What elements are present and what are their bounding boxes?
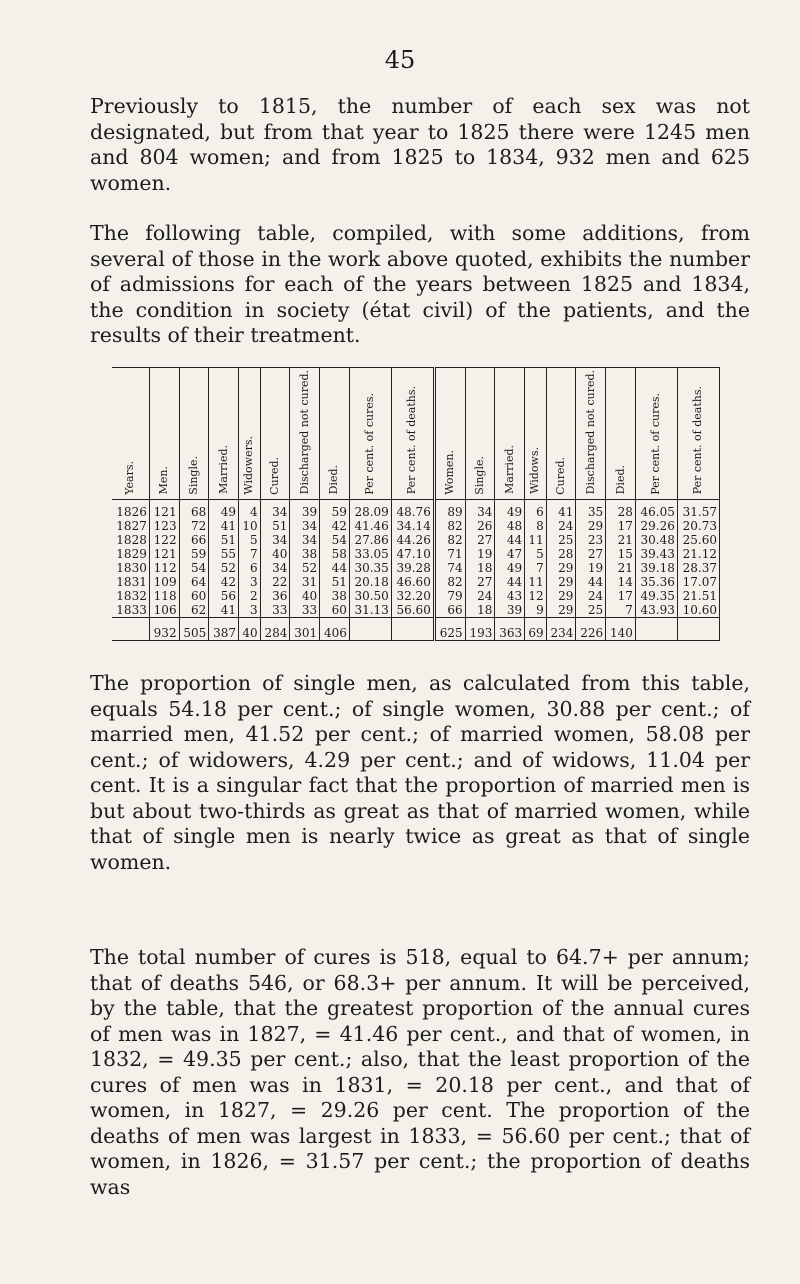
table-cell: 28	[606, 500, 636, 520]
column-header-label: Single.	[472, 455, 486, 495]
table-cell: 39.18	[635, 561, 677, 575]
column-header	[290, 368, 320, 500]
table-cell: 17	[606, 589, 636, 603]
column-header-label: Per cent. of deaths.	[691, 386, 705, 495]
table-cell: 121	[149, 500, 179, 520]
table-cell: 24	[576, 589, 606, 603]
table-cell: 7	[525, 561, 547, 575]
table-cell: 29.26	[635, 519, 677, 533]
table-cell: 33	[260, 603, 290, 618]
table-cell: 44	[576, 575, 606, 589]
total-cell: 69	[525, 618, 547, 641]
table-cell: 46.05	[635, 500, 677, 520]
table-cell: 46.60	[391, 575, 434, 589]
table-cell: 34.14	[391, 519, 434, 533]
table-cell: 30.50	[349, 589, 391, 603]
column-header	[260, 368, 290, 500]
column-header-label: Married.	[502, 445, 516, 495]
table-cell: 24	[546, 519, 576, 533]
table-cell: 49	[495, 500, 525, 520]
column-header-label: Died.	[327, 464, 341, 495]
table-cell: 20.18	[349, 575, 391, 589]
table-cell: 82	[434, 575, 465, 589]
total-cell	[391, 618, 434, 641]
table-cell: 35	[576, 500, 606, 520]
table-cell: 5	[525, 547, 547, 561]
table-cell: 51	[260, 519, 290, 533]
table-row	[112, 575, 720, 589]
total-cell: 40	[239, 618, 261, 641]
column-header-label: Women.	[443, 449, 457, 495]
table-cell: 122	[149, 533, 179, 547]
table-cell: 21	[606, 561, 636, 575]
total-cell	[677, 618, 719, 641]
table-cell: 106	[149, 603, 179, 618]
total-cell: 625	[434, 618, 465, 641]
table-body	[112, 500, 720, 641]
column-header	[391, 368, 434, 500]
table-cell: 79	[434, 589, 465, 603]
table-cell: 112	[149, 561, 179, 575]
table-cell: 54	[320, 533, 350, 547]
table-cell: 5	[239, 533, 261, 547]
table-cell: 22	[260, 575, 290, 589]
column-header-label: Discharged not cured.	[297, 370, 311, 495]
total-cell: 140	[606, 618, 636, 641]
table-cell: 51	[209, 533, 239, 547]
page-number: 45	[384, 46, 416, 74]
table-cell: 59	[320, 500, 350, 520]
column-header-label: Years.	[123, 460, 137, 495]
table-cell: 28.09	[349, 500, 391, 520]
table-cell: 51	[320, 575, 350, 589]
column-header-label: Widows.	[528, 447, 542, 495]
total-cell: 234	[546, 618, 576, 641]
column-header	[576, 368, 606, 500]
table-cell: 1833	[112, 603, 149, 618]
column-header-label: Discharged not cured.	[583, 370, 597, 495]
table-row	[112, 519, 720, 533]
table-cell: 34	[260, 533, 290, 547]
table-cell: 49.35	[635, 589, 677, 603]
table-cell: 60	[320, 603, 350, 618]
table-cell: 42	[209, 575, 239, 589]
table-cell: 56	[209, 589, 239, 603]
table-cell: 15	[606, 547, 636, 561]
table-row	[112, 547, 720, 561]
total-cell: 301	[290, 618, 320, 641]
table-cell: 44	[320, 561, 350, 575]
table-cell: 54	[179, 561, 209, 575]
table-cell: 27	[465, 533, 495, 547]
table-cell: 18	[465, 603, 495, 618]
table-cell: 74	[434, 561, 465, 575]
table-cell: 34	[260, 500, 290, 520]
table-cell: 26	[465, 519, 495, 533]
column-header	[606, 368, 636, 500]
paragraph-proportions: The proportion of single men, as calculated from this table, equals 54.18 per cent.; of single women, 30.88 per cent.; of married men, 41.52 per cent.; of married women, 58.08 per cent.; of widowers, 4.29 per cent.; and of widows, 11.04 per cent. It is a singular fact that the proportion of married men is but about two-thirds as great as that of married women, while that of single men is nearly twice as great as that of single women.	[90, 671, 750, 874]
table-cell: 1827	[112, 519, 149, 533]
table-cell: 56.60	[391, 603, 434, 618]
column-header	[149, 368, 179, 500]
total-cell: 226	[576, 618, 606, 641]
table-cell: 28.37	[677, 561, 719, 575]
column-header-label: Per cent. of cures.	[649, 392, 663, 495]
table-cell: 10.60	[677, 603, 719, 618]
table-cell: 41	[546, 500, 576, 520]
table-cell: 36	[260, 589, 290, 603]
column-header	[239, 368, 261, 500]
table-cell: 40	[260, 547, 290, 561]
table-cell: 29	[546, 561, 576, 575]
table-cell: 44.26	[391, 533, 434, 547]
admissions-table	[112, 367, 720, 641]
table-cell: 9	[525, 603, 547, 618]
table-cell: 8	[525, 519, 547, 533]
table-cell: 66	[434, 603, 465, 618]
table-cell: 39.28	[391, 561, 434, 575]
table-cell: 82	[434, 533, 465, 547]
table-cell: 33	[290, 603, 320, 618]
total-cell: 387	[209, 618, 239, 641]
table-cell: 123	[149, 519, 179, 533]
table-cell: 62	[179, 603, 209, 618]
column-header-label: Cured.	[554, 456, 568, 495]
table-cell: 21.12	[677, 547, 719, 561]
table-cell: 52	[209, 561, 239, 575]
table-cell: 47.10	[391, 547, 434, 561]
total-cell	[635, 618, 677, 641]
column-header	[179, 368, 209, 500]
table-cell: 19	[465, 547, 495, 561]
table-cell: 42	[320, 519, 350, 533]
table-cell: 14	[606, 575, 636, 589]
column-header-label: Per cent. of deaths.	[405, 386, 419, 495]
table-cell: 121	[149, 547, 179, 561]
column-header	[525, 368, 547, 500]
table-cell: 109	[149, 575, 179, 589]
total-cell: 363	[495, 618, 525, 641]
table-cell: 23	[576, 533, 606, 547]
table-cell: 34	[465, 500, 495, 520]
column-header	[677, 368, 719, 500]
table-cell: 1831	[112, 575, 149, 589]
table-cell: 47	[495, 547, 525, 561]
table-row	[112, 561, 720, 575]
total-cell: 284	[260, 618, 290, 641]
table-cell: 34	[290, 533, 320, 547]
column-header	[465, 368, 495, 500]
table-cell: 7	[239, 547, 261, 561]
table-cell: 118	[149, 589, 179, 603]
table-cell: 34	[290, 519, 320, 533]
column-header-label: Widowers.	[242, 435, 256, 495]
column-header-label: Died.	[613, 464, 627, 495]
table-cell: 25	[576, 603, 606, 618]
table-cell: 33.05	[349, 547, 391, 561]
column-header	[546, 368, 576, 500]
total-cell: 406	[320, 618, 350, 641]
total-cell: 932	[149, 618, 179, 641]
table-cell: 41.46	[349, 519, 391, 533]
paragraph-cures-deaths: The total number of cures is 518, equal to 64.7+ per annum; that of deaths 546, or 68.3+ per annum. It will be perceived, by the table, that the greatest proportion of the annual cures of men was in 1827, = 41.46 per cent., and that of women, in 1832, = 49.35 per cent.; also, that the least proportion of the cures of men was in 1831, = 20.18 per cent., and that of women, in 1827, = 29.26 per cent. The proportion of the deaths of men was largest in 1833, = 56.60 per cent.; that of women, in 1826, = 31.57 per cent.; the proportion of deaths was	[90, 945, 750, 1199]
table-cell: 52	[290, 561, 320, 575]
table-cell: 58	[320, 547, 350, 561]
table-cell: 60	[179, 589, 209, 603]
table-cell: 41	[209, 603, 239, 618]
column-header-label: Married.	[216, 445, 230, 495]
table-cell: 39	[495, 603, 525, 618]
column-header	[635, 368, 677, 500]
table-row	[112, 589, 720, 603]
table-cell: 30.48	[635, 533, 677, 547]
paragraph-intro: Previously to 1815, the number of each sex was not designated, but from that year to 1825 there were 1245 men and 804 women; and from 1825 to 1834, 932 men and 625 women.	[90, 94, 750, 195]
table-cell: 20.73	[677, 519, 719, 533]
column-header-label: Single.	[186, 455, 200, 495]
table-cell: 66	[179, 533, 209, 547]
table-cell: 1832	[112, 589, 149, 603]
column-header	[320, 368, 350, 500]
table-cell: 11	[525, 533, 547, 547]
total-cell	[349, 618, 391, 641]
paragraph-table-description: The following table, compiled, with some additions, from several of those in the work above quoted, exhibits the number of admissions for each of the years between 1825 and 1834, the condition in society (état civil) of the patients, and the results of their treatment.	[90, 221, 750, 347]
table-cell: 1830	[112, 561, 149, 575]
table-cell: 6	[239, 561, 261, 575]
table-cell: 39	[290, 500, 320, 520]
table-cell: 21	[606, 533, 636, 547]
column-header	[495, 368, 525, 500]
table-row	[112, 500, 720, 520]
admissions-table-container	[112, 367, 720, 641]
table-cell: 44	[495, 533, 525, 547]
table-cell: 31	[290, 575, 320, 589]
table-cell: 40	[290, 589, 320, 603]
table-cell: 82	[434, 519, 465, 533]
table-cell: 21.51	[677, 589, 719, 603]
table-cell: 10	[239, 519, 261, 533]
table-cell: 48	[495, 519, 525, 533]
table-cell: 1828	[112, 533, 149, 547]
table-cell: 6	[525, 500, 547, 520]
column-header	[349, 368, 391, 500]
table-cell: 12	[525, 589, 547, 603]
table-cell: 19	[576, 561, 606, 575]
total-cell	[112, 618, 149, 641]
table-cell: 55	[209, 547, 239, 561]
table-cell: 48.76	[391, 500, 434, 520]
table-cell: 31.13	[349, 603, 391, 618]
table-cell: 41	[209, 519, 239, 533]
column-header-label: Per cent. of cures.	[363, 392, 377, 495]
table-cell: 18	[465, 561, 495, 575]
table-cell: 38	[320, 589, 350, 603]
table-cell: 72	[179, 519, 209, 533]
table-cell: 29	[576, 519, 606, 533]
table-cell: 11	[525, 575, 547, 589]
table-cell: 29	[546, 603, 576, 618]
table-cell: 32.20	[391, 589, 434, 603]
table-cell: 4	[239, 500, 261, 520]
table-cell: 25.60	[677, 533, 719, 547]
table-cell: 49	[495, 561, 525, 575]
table-totals-row	[112, 618, 720, 641]
column-header	[434, 368, 465, 500]
table-cell: 43	[495, 589, 525, 603]
table-cell: 64	[179, 575, 209, 589]
table-cell: 17	[606, 519, 636, 533]
table-cell: 43.93	[635, 603, 677, 618]
table-cell: 25	[546, 533, 576, 547]
table-cell: 2	[239, 589, 261, 603]
table-cell: 27.86	[349, 533, 391, 547]
table-cell: 29	[546, 589, 576, 603]
table-cell: 3	[239, 575, 261, 589]
table-cell: 44	[495, 575, 525, 589]
table-cell: 28	[546, 547, 576, 561]
table-cell: 3	[239, 603, 261, 618]
table-cell: 17.07	[677, 575, 719, 589]
column-header	[209, 368, 239, 500]
table-cell: 1829	[112, 547, 149, 561]
column-header-label: Cured.	[268, 456, 282, 495]
table-cell: 68	[179, 500, 209, 520]
table-row	[112, 533, 720, 547]
table-cell: 29	[546, 575, 576, 589]
table-cell: 31.57	[677, 500, 719, 520]
total-cell: 505	[179, 618, 209, 641]
table-header-row	[112, 368, 720, 500]
column-header	[112, 368, 149, 500]
table-cell: 27	[465, 575, 495, 589]
table-cell: 59	[179, 547, 209, 561]
table-cell: 71	[434, 547, 465, 561]
column-header-label: Men.	[157, 465, 171, 495]
table-cell: 7	[606, 603, 636, 618]
table-cell: 27	[576, 547, 606, 561]
table-cell: 24	[465, 589, 495, 603]
table-row	[112, 603, 720, 618]
table-cell: 38	[290, 547, 320, 561]
table-cell: 1826	[112, 500, 149, 520]
table-cell: 30.35	[349, 561, 391, 575]
table-cell: 89	[434, 500, 465, 520]
table-cell: 35.36	[635, 575, 677, 589]
table-cell: 34	[260, 561, 290, 575]
total-cell: 193	[465, 618, 495, 641]
table-cell: 49	[209, 500, 239, 520]
table-cell: 39.43	[635, 547, 677, 561]
